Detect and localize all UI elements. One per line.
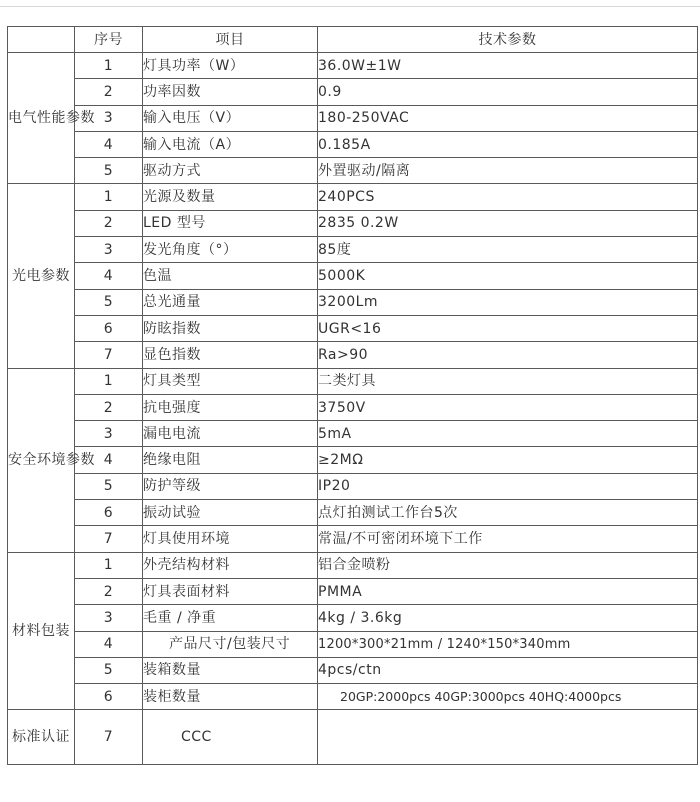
row-no: 5 [75, 289, 143, 315]
row-item: 漏电电流 [143, 421, 318, 447]
group-label-electrical: 电气性能参数 [8, 53, 75, 184]
row-item: 驱动方式 [143, 158, 318, 184]
table-row [8, 342, 698, 368]
row-no: 7 [75, 526, 143, 552]
table-row [8, 131, 698, 157]
table-row [8, 578, 698, 604]
row-param: 4kg / 3.6kg [318, 605, 698, 631]
row-no: 4 [75, 131, 143, 157]
row-param: IP20 [318, 473, 698, 499]
row-param: 5000K [318, 263, 698, 289]
row-item: 绝缘电阻 [143, 447, 318, 473]
row-no: 4 [75, 263, 143, 289]
row-param: 3750V [318, 394, 698, 420]
row-param: 3200Lm [318, 289, 698, 315]
row-param: 36.0W±1W [318, 53, 698, 79]
row-item: 灯具功率（W） [143, 53, 318, 79]
row-no: 3 [75, 105, 143, 131]
table-row [8, 368, 698, 394]
row-item: 显色指数 [143, 342, 318, 368]
table-row [8, 421, 698, 447]
table-row [8, 526, 698, 552]
row-item: 灯具使用环境 [143, 526, 318, 552]
row-no: 4 [75, 631, 143, 657]
row-no: 2 [75, 578, 143, 604]
table-row [8, 289, 698, 315]
row-item: 色温 [143, 263, 318, 289]
row-item: 毛重 / 净重 [143, 605, 318, 631]
row-no: 6 [75, 684, 143, 710]
row-param: PMMA [318, 578, 698, 604]
row-no: 3 [75, 237, 143, 263]
spec-table [7, 26, 698, 765]
row-item: 产品尺寸/包装尺寸 [143, 631, 318, 657]
row-param: 外置驱动/隔离 [318, 158, 698, 184]
row-item: 抗电强度 [143, 394, 318, 420]
table-row [8, 394, 698, 420]
row-param: 180-250VAC [318, 105, 698, 131]
table-row [8, 552, 698, 578]
row-param: 0.9 [318, 79, 698, 105]
table-row [8, 500, 698, 526]
row-item: 灯具类型 [143, 368, 318, 394]
table-row [8, 237, 698, 263]
row-no: 2 [75, 210, 143, 236]
row-no: 1 [75, 53, 143, 79]
table-row [8, 605, 698, 631]
row-param: 85度 [318, 237, 698, 263]
row-param: 2835 0.2W [318, 210, 698, 236]
table-row [8, 210, 698, 236]
table-row [8, 263, 698, 289]
row-no: 5 [75, 657, 143, 683]
group-label-photoelectric: 光电参数 [8, 184, 75, 368]
row-param: Ra>90 [318, 342, 698, 368]
row-param: 4pcs/ctn [318, 657, 698, 683]
row-item: 发光角度（°） [143, 237, 318, 263]
table-row [8, 53, 698, 79]
row-item: 外壳结构材料 [143, 552, 318, 578]
row-param: 20GP:2000pcs 40GP:3000pcs 40HQ:4000pcs [318, 684, 698, 710]
row-no: 6 [75, 315, 143, 341]
row-item: 防眩指数 [143, 315, 318, 341]
row-param: 铝合金喷粉 [318, 552, 698, 578]
table-row [8, 447, 698, 473]
row-param: 1200*300*21mm / 1240*150*340mm [318, 631, 698, 657]
row-item: CCC [143, 710, 318, 765]
table-row [8, 710, 698, 765]
header-param: 技术参数 [318, 27, 698, 53]
row-param: UGR<16 [318, 315, 698, 341]
row-item: 光源及数量 [143, 184, 318, 210]
header-item: 项目 [143, 27, 318, 53]
table-row [8, 473, 698, 499]
row-no: 7 [75, 342, 143, 368]
row-item: 输入电压（V） [143, 105, 318, 131]
row-no: 2 [75, 394, 143, 420]
header-no: 序号 [75, 27, 143, 53]
row-no: 5 [75, 158, 143, 184]
table-header-row [8, 27, 698, 53]
table-row [8, 184, 698, 210]
table-row [8, 631, 698, 657]
row-item: 功率因数 [143, 79, 318, 105]
row-item: 总光通量 [143, 289, 318, 315]
table-row [8, 657, 698, 683]
table-row [8, 105, 698, 131]
row-no: 6 [75, 500, 143, 526]
row-item: 装箱数量 [143, 657, 318, 683]
row-item: 灯具表面材料 [143, 578, 318, 604]
row-no: 3 [75, 421, 143, 447]
row-param: 点灯拍测试工作台5次 [318, 500, 698, 526]
row-item: 装柜数量 [143, 684, 318, 710]
row-param: 0.185A [318, 131, 698, 157]
table-row [8, 315, 698, 341]
row-no: 4 [75, 447, 143, 473]
row-no: 1 [75, 184, 143, 210]
row-no: 5 [75, 473, 143, 499]
table-row [8, 158, 698, 184]
row-param [318, 710, 698, 765]
row-no: 3 [75, 605, 143, 631]
row-param: 5mA [318, 421, 698, 447]
row-no: 7 [75, 710, 143, 765]
row-item: LED 型号 [143, 210, 318, 236]
row-param: 240PCS [318, 184, 698, 210]
header-group [8, 27, 75, 53]
row-no: 1 [75, 552, 143, 578]
table-row [8, 79, 698, 105]
top-divider [0, 6, 700, 7]
row-param: 常温/不可密闭环境下工作 [318, 526, 698, 552]
row-item: 防护等级 [143, 473, 318, 499]
row-item: 振动试验 [143, 500, 318, 526]
table-row [8, 684, 698, 710]
row-param: ≥2MΩ [318, 447, 698, 473]
group-label-certification: 标准认证 [8, 710, 75, 765]
group-label-material-packaging: 材料包装 [8, 552, 75, 710]
row-param: 二类灯具 [318, 368, 698, 394]
row-no: 1 [75, 368, 143, 394]
row-no: 2 [75, 79, 143, 105]
row-item: 输入电流（A） [143, 131, 318, 157]
group-label-safety: 安全环境参数 [8, 368, 75, 552]
